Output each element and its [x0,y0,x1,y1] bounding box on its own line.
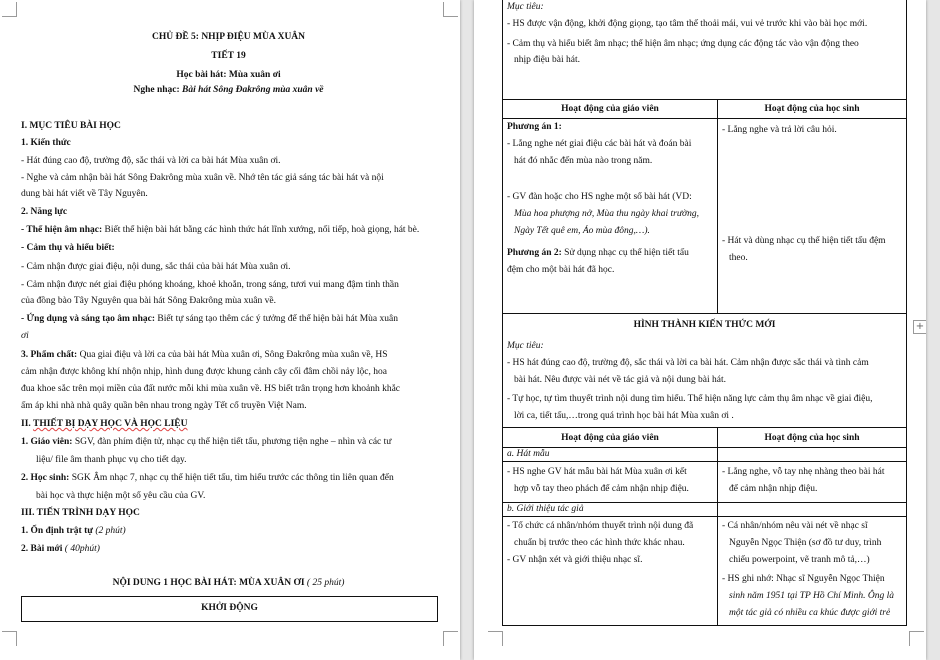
author-intro-student-3: chiếu powerpoint, vẽ tranh mô tả,…) [729,555,870,565]
author-intro-teacher-cell [502,516,718,626]
quality-line-2: cảm nhận được không khí nhộn nhịp, hình dung được khung cảnh cây cối đâm chồi nảy lộc, hoa [21,367,387,377]
sample-singing-student-1: - Lắng nghe, vỗ tay nhẹ nhàng theo bài hát [722,467,885,477]
author-intro-teacher-1: - Tổ chức cá nhân/nhóm thuyết trình nội dung đã [507,521,694,531]
competency-item-1: - Thể hiện âm nhạc: Biết thể hiện bài hát bằng các hình thức hát lĩnh xướng, nối tiếp, hoà giọng, hát bè. [21,225,420,235]
competency-item-5-cont: ơi [21,331,29,341]
sample-singing-student-cell [717,461,907,503]
quality-line-1: 3. Phẩm chất: Qua giai điệu và lời ca của bài hát Mùa xuân ơi, Sông Đakrông mùa xuân về, HS [21,350,388,360]
knowledge-item-1: - Hát đúng cao độ, trường độ, sắc thái và lời ca bài hát Mùa xuân ơi. [21,156,281,166]
table1-header-teacher: Hoạt động của giáo viên [502,99,718,119]
teacher-song-line-3: Ngày Tết quê em, Ảo mùa đông,…). [514,226,650,236]
crop-mark [443,631,458,646]
table1-student-cell [717,118,907,314]
warmup-box [21,596,438,622]
teacher-resources-cont: liệu/ file âm thanh phục vụ cho tiết dạy. [36,455,187,465]
sample-singing-label: a. Hát mẫu [507,449,550,459]
new-knowledge-box [502,313,907,428]
section-2-heading: II. THIẾT BỊ DẠY HỌC VÀ HỌC LIỆU [21,419,188,429]
quality-line-4: ấm áp khi nhà nhà quây quần bên nhau trong ngày Tết cổ truyền Việt Nam. [21,401,307,411]
objective-item-2: - Cảm thụ và hiểu biết âm nhạc; thể hiện âm nhạc; ứng dụng các động tác vào vận động theo [507,39,859,49]
teacher-song-line-1: - GV đàn hoặc cho HS nghe một số bài hát (VD: [507,192,692,202]
objective-box-warmup [502,0,907,100]
new-lesson-step: 2. Bài mới ( 40phút) [21,544,100,554]
student-response-1: - Lắng nghe và trả lời câu hỏi. [722,125,837,135]
section-3-heading: III. TIẾN TRÌNH DẠY HỌC [21,508,140,518]
competency-item-4-cont: của đồng bào Tây Nguyên qua bài hát Sông Đakrông mùa xuân về. [21,296,276,306]
author-intro-label-cell [502,502,718,517]
new-knowledge-item-2: - Tự học, tự tìm thuyết trình nội dung tìm hiểu. Thể hiện năng lực cảm thụ âm nhạc về giai điệu, [507,394,873,404]
competency-item-4: - Cảm nhận được nét giai điệu phóng khoáng, khoẻ khoắn, trong sáng, tươi vui mang đậm tinh thần [21,280,399,290]
quality-line-3: đua khoe sắc trên mọi miền của đất nước mỗi khi mùa xuân về. HS biết trân trọng hơn khoảnh khắc [21,384,401,394]
new-knowledge-item-1: - HS hát đúng cao độ, trường độ, sắc thái và lời ca bài hát. Cảm nhận được sắc thái và tình cảm [507,358,869,368]
sample-singing-teacher-1: - HS nghe GV hát mẫu bài hát Mùa xuân ơi kết [507,467,687,477]
crop-mark [443,2,458,17]
knowledge-heading: 1. Kiến thức [21,138,71,148]
add-table-row-icon[interactable]: + [913,320,926,334]
order-step: 1. Ổn định trật tự (2 phút) [21,526,126,536]
knowledge-item-2: - Nghe và cảm nhận bài hát Sông Đakrông mùa xuân về. Nhớ tên tác giả sáng tác bài hát và nội [21,173,384,183]
competency-item-3: - Cảm nhận được giai điệu, nội dung, sắc thái của bài hát Mùa xuân ơi. [21,262,291,272]
content-1-title: NỘI DUNG 1 HỌC BÀI HÁT: MÙA XUÂN ƠI ( 25 phút) [112,578,345,588]
table2-header-teacher: Hoạt động của giáo viên [502,427,718,448]
competency-item-5: - Ứng dụng và sáng tạo âm nhạc: Biết tự sáng tạo thêm các ý tưởng để thể hiện bài hát Mùa xuân [21,314,398,324]
crop-mark [2,631,17,646]
crop-mark [488,631,503,646]
objective-item-2-cont: nhịp điệu bài hát. [514,55,580,65]
new-knowledge-item-1-cont: bài hát. Nêu được vài nét về tác giả và nội dung bài hát. [514,375,726,385]
objective-item-1: - HS được vận động, khởi động giọng, tạo tâm thế thoải mái, vui vẻ trước khi vào bài học mới. [507,19,868,29]
teacher-song-line-2: Mùa hoa phượng nở, Mùa thu ngày khai trường, [514,209,699,219]
section-1-heading: I. MỤC TIÊU BÀI HỌC [21,121,121,131]
song-line: Học bài hát: Mùa xuân ơi [176,70,281,80]
sample-singing-student-2: để cảm nhận nhịp điệu. [729,484,818,494]
competency-heading: 2. Năng lực [21,207,68,217]
knowledge-item-2-cont: dung bài hát viết về Tây Nguyên. [21,189,148,199]
student-resources: 2. Học sinh: SGK Âm nhạc 7, nhạc cụ thể hiện tiết tấu, tìm hiểu trước các thông tin liên quan đến [21,473,394,483]
listen-line: Nghe nhạc: Bài hát Sông Đakrông mùa xuân về [133,85,324,95]
table1-teacher-cell [502,118,718,314]
sample-singing-label-cell [502,447,718,462]
warmup-heading: KHỞI ĐỘNG [201,603,258,613]
author-intro-student-cell [717,516,907,626]
author-intro-student-6: một tác giả có nhiều ca khúc được giới trẻ [729,608,891,618]
author-intro-empty-cell [717,502,907,517]
competency-item-2: - Cảm thụ và hiểu biết: [21,243,115,253]
table2-header-student: Hoạt động của học sinh [717,427,907,448]
student-response-2-cont: theo. [729,253,748,263]
teacher-resources: 1. Giáo viên: SGV, đàn phím điện tử, nhạc cụ thể hiện tiết tấu, phương tiện nghe – nhìn và các tư [21,437,392,447]
student-resources-cont: bài học và thực hiện một số yêu cầu của GV. [36,491,206,501]
crop-mark [909,631,924,646]
new-knowledge-item-2-cont: lời ca, tiết tấu,…trong quá trình học bài hát Mùa xuân ơi . [514,411,734,421]
new-knowledge-heading: HÌNH THÀNH KIẾN THỨC MỚI [633,320,776,330]
document-page-right [474,0,926,660]
option-2-line-2: đệm cho một bài hát đã học. [507,265,615,275]
new-knowledge-objective-label: Mục tiêu: [507,341,544,351]
document-page-left [0,0,460,660]
author-intro-student-2: Nguyễn Ngọc Thiện (sơ đồ tư duy, trình [729,538,882,548]
author-intro-label: b. Giới thiệu tác giả [507,504,584,514]
student-response-2: - Hát và dùng nhạc cụ thể hiện tiết tấu đệm [722,236,886,246]
lesson-number: TIẾT 19 [211,51,246,61]
author-intro-teacher-2: chuẩn bị trước theo các hình thức khác nhau. [514,538,685,548]
option-1-line-1: - Lắng nghe nét giai điệu các bài hát và đoán bài [507,139,692,149]
sample-singing-teacher-2: hợp vỗ tay theo phách để cảm nhận nhịp điệu. [514,484,689,494]
author-intro-teacher-3: - GV nhận xét và giới thiệu nhạc sĩ. [507,555,643,565]
sample-singing-teacher-cell [502,461,718,503]
option-2-line-1: Phương án 2: Sử dụng nhạc cụ thể hiện tiết tấu [507,248,689,258]
option-1-line-2: hát đó nhắc đến mùa nào trong năm. [514,156,653,166]
objective-label: Mục tiêu: [507,2,544,12]
topic-title: CHỦ ĐỀ 5: NHỊP ĐIỆU MÙA XUÂN [151,32,306,42]
crop-mark [2,2,17,17]
author-intro-student-5: sinh năm 1951 tại TP Hồ Chí Minh. Ông là [729,591,895,601]
table1-header-student: Hoạt động của học sinh [717,99,907,119]
sample-singing-empty-cell [717,447,907,462]
option-1-label: Phương án 1: [507,122,562,132]
author-intro-student-4: - HS ghi nhớ: Nhạc sĩ Nguyễn Ngọc Thiện [722,574,885,584]
author-intro-student-1: - Cá nhân/nhóm nêu vài nét về nhạc sĩ [722,521,868,531]
